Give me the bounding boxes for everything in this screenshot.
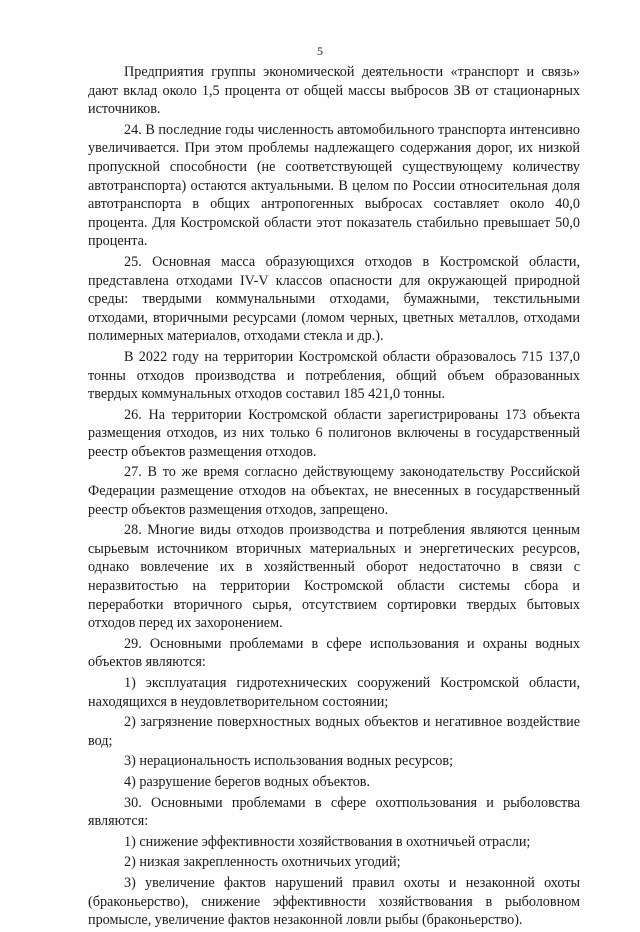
paragraph-30-hunting-fishing: 30. Основными проблемами в сфере охотпользования и рыболовства являются: [88, 794, 580, 830]
list-item-water-4: 4) разрушение берегов водных объектов. [124, 773, 371, 790]
list-item-water-2: 2) загрязнение поверхностных водных объектов и негативное воздействие вод; [88, 714, 580, 749]
paragraph-27-legislation: 27. В то же время согласно действующему законодательству Российской Федерации размещение отходов на объектах, не внесенных в государственный реестр объектов размещения отходов, запрещено. [88, 464, 580, 518]
paragraph-26-waste-facilities: 26. На территории Костромской области зарегистрированы 173 объекта размещения отходов, из них только 6 полигонов включены в государственный реестр объектов размещения отходов. [88, 406, 580, 460]
paragraph-24-motor-transport: 24. В последние годы численность автомобильного транспорта интенсивно увеличивается. При этом проблемы надлежащего содержания дорог, их низкой пропускной способности (не соответствующей существующему количеству автотранспорта) остаются актуальными. В целом по России относительная доля автотранспорта в общих антропогенных выбросах составляет около 40,0 процента. Для Костромской области этот показатель стабильно превышает 50,0 процента. [88, 121, 580, 250]
list-item-hunting-1: 1) снижение эффективности хозяйствования в охотничьей отрасли; [124, 833, 531, 850]
list-item-hunting-2: 2) низкая закрепленность охотничьих угодий; [124, 854, 401, 871]
document-body [88, 63, 580, 932]
list-item-water-3: 3) нерациональность использования водных ресурсов; [124, 753, 454, 770]
paragraph-2022-waste-volume: В 2022 году на территории Костромской области образовалось 715 137,0 тонны отходов производства и потребления, общий объем образованных твердых коммунальных отходов составил 185 421,0 тонны. [88, 348, 580, 403]
paragraph-transport-enterprises: Предприятия группы экономической деятельности «транспорт и связь» дают вклад около 1,5 процента от общей массы выбросов ЗВ от стационарных источников. [88, 64, 580, 118]
list-item-water-1: 1) эксплуатация гидротехнических сооружений Костромской области, находящихся в неудовлетворительном состоянии; [88, 675, 580, 710]
paragraph-29-water-problems: 29. Основными проблемами в сфере использования и охраны водных объектов являются: [88, 635, 580, 671]
paragraph-28-secondary-resources: 28. Многие виды отходов производства и потребления являются ценным сырьевым источником вторичных материальных и энергетических ресурсов, однако вовлечение их в хозяйственный оборот недостаточно в связи с неразвитостью на территории Костромской области системы сбора и переработки вторичного сырья, отсутствием сортировки твердых бытовых отходов перед их захоронением. [88, 522, 580, 632]
list-item-hunting-3: 3) увеличение фактов нарушений правил охоты и незаконной охоты (браконьерство), снижение эффективности хозяйствования в рыболовном промысле, увеличение фактов незаконной ловли рыбы (браконьерство). [88, 874, 580, 929]
page-number: 5 [317, 44, 323, 58]
paragraph-25-waste-mass: 25. Основная масса образующихся отходов в Костромской области, представлена отходами IV-V классов опасности для окружающей природной среды: твердыми коммунальными отходами, бумажными, текстильными отходами, вторичными ресурсами (ломом черных, цветных металлов, отходами полимерных материалов, отходами стекла и др.). [88, 253, 580, 345]
